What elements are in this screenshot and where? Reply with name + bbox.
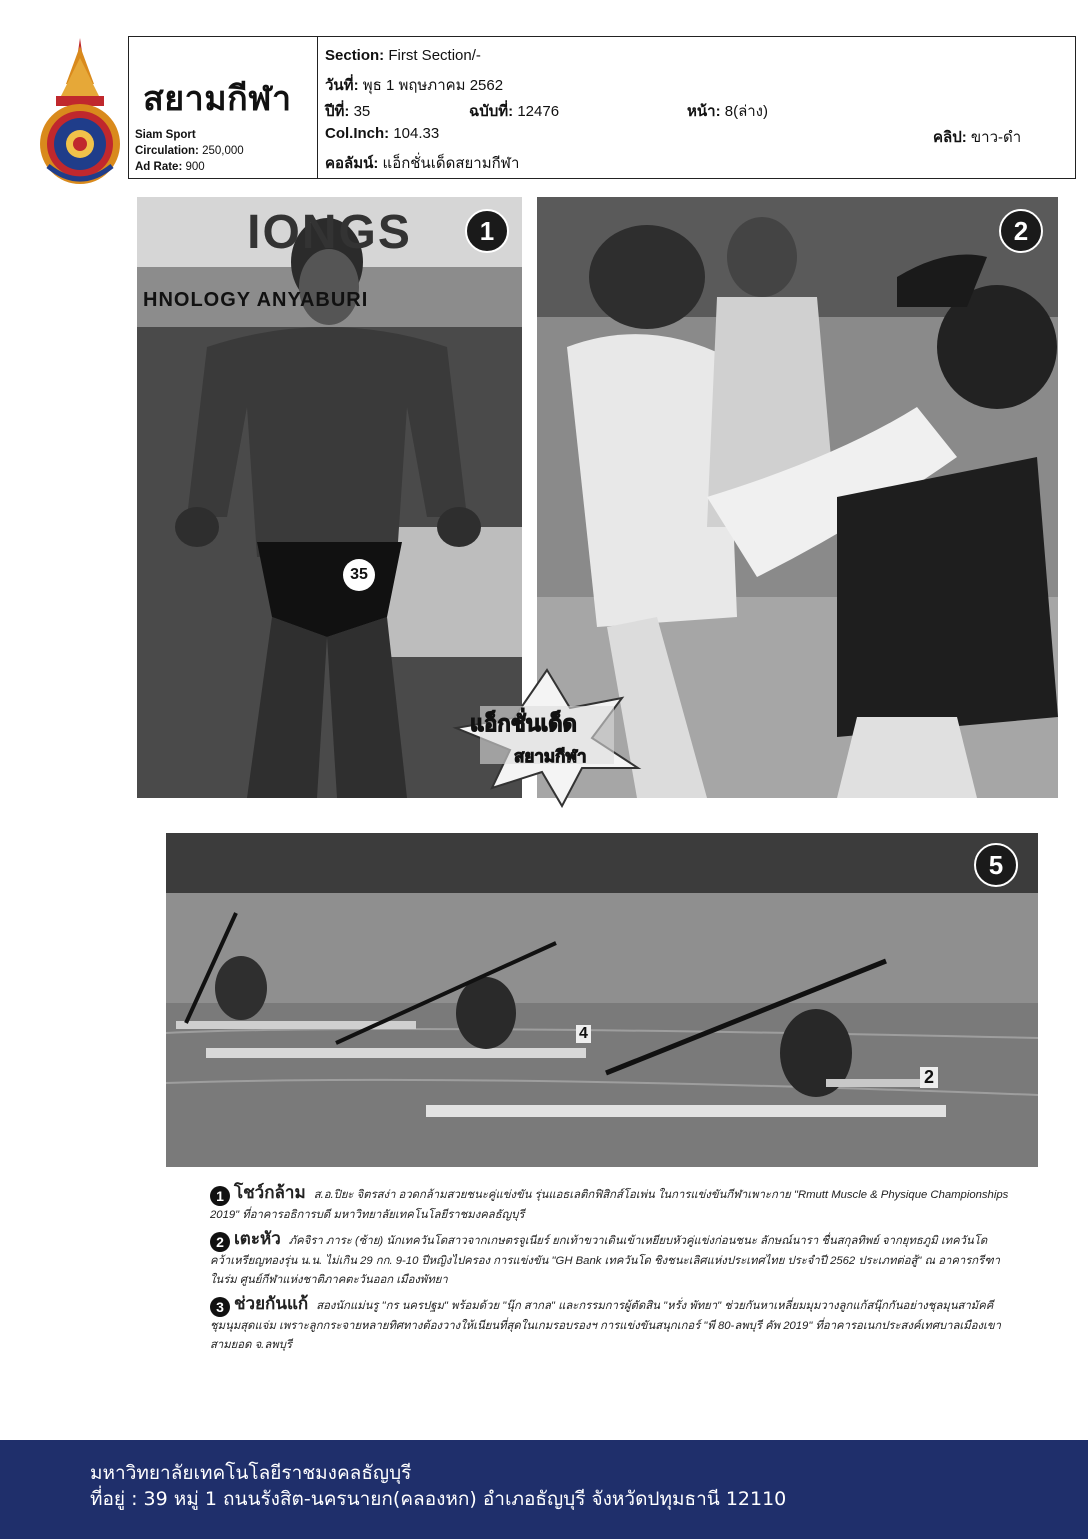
badge-line1: แอ็กชั่นเด็ด: [470, 712, 577, 737]
kayak-lane-number-4: 4: [576, 1025, 591, 1043]
photo1-bib: 35: [343, 559, 375, 591]
photo-kayak: [166, 833, 1038, 1167]
footer-address: ที่อยู่ : 39 หมู่ 1 ถนนรังสิต-นครนายก(คลองหก) อำเภอธัญบุรี จังหวัดปทุมธานี 12110: [90, 1488, 787, 1510]
photo-captions: [210, 1183, 1010, 1359]
publication-en: Siam Sport: [135, 129, 196, 141]
photo-number-2: 2: [999, 209, 1043, 253]
university-seal-logo: [38, 36, 122, 186]
photo1-banner-top: IONGS: [247, 206, 412, 259]
circulation: Circulation: 250,000: [135, 145, 244, 157]
clipping-header: [128, 36, 1076, 179]
publication-name: สยามกีฬา: [143, 79, 292, 119]
clip-row: คลิป: ขาว-ดำ: [933, 129, 1022, 146]
metadata-panel: [325, 37, 1075, 178]
column-row: คอลัมน์: แอ็กชั่นเด็ดสยามกีฬา: [325, 155, 520, 172]
photo1-banner-text: HNOLOGY ANYABURI: [143, 289, 369, 311]
caption-3-text: สองนักแม่นรู "กร นครปฐม" พร้อมด้วย "นุ๊ก สากล" และกรรมการผู้ตัดสิน "หรั่ง พัทยา" ช่วยกันหาเหลี่ยมมุมวางลูกแก้สนุ๊กกันอย่างชุลมุนสามัคคีชุมนุมสุดแจ่ม เพราะลูกกระจายหลายทิศทางต้องวางให้เนียนที่สุดในเกมรอบรองฯ การแข่งขันสนุกเกอร์ "พี 80-ลพบุรี คัพ 2019" ที่อาคารอเนกประสงค์เทศบาลเมืองเขาสามยอด จ.ลพบุรี: [210, 1300, 1001, 1351]
caption-3-title: ช่วยกันแก้: [234, 1294, 309, 1313]
caption-2-title: เตะหัว: [234, 1229, 281, 1248]
caption-1-title: โชว์กล้าม: [234, 1183, 306, 1202]
footer-university-name: มหาวิทยาลัยเทคโนโลยีราชมงคลธัญบุรี: [90, 1462, 412, 1484]
date-row: วันที่: พุธ 1 พฤษภาคม 2562: [325, 77, 504, 94]
caption-1-number: 1: [210, 1186, 230, 1206]
publication-panel: [129, 37, 318, 178]
kayak-lane-number-2: 2: [920, 1067, 938, 1088]
caption-2: [210, 1229, 1010, 1290]
photo-number-5: 5: [974, 843, 1018, 887]
caption-1-text: ส.อ.ปิยะ จิตรสง่า อวดกล้ามสวยชนะคู่แข่งขัน รุ่นแอธเลติกฟิสิกส์โอเพ่น ในการแข่งขันกีฬาเพาะกาย "Rmutt Muscle & Physique Championships 2019" ที่อาคารอธิการบดี มหาวิทยาลัยเทคโนโลยีราชมงคลธัญบุรี: [210, 1189, 1009, 1221]
caption-3: [210, 1294, 1010, 1355]
page-row: หน้า: 8(ล่าง): [687, 103, 769, 120]
year-row: ปีที่: 35: [325, 103, 371, 120]
university-footer: [0, 1440, 1088, 1539]
caption-2-number: 2: [210, 1232, 230, 1252]
caption-2-text: ภัคจิรา ภาระ (ซ้าย) นักเทควันโดสาวจากเกษตรจูเนียร์ ยกเท้าขวาเดินเข้าเหยียบหัวคู่แข่งก่อนชนะ ลักษณ์นารา ชื่นสกุลทิพย์ จากยุทธภูมิ เทควันโด คว้าเหรียญทองรุ่น น.น. ไม่เกิน 29 กก. 9-10 ปีหญิงไปครอง การแข่งขัน "GH Bank เทควันโด ชิงชนะเลิศแห่งประเทศไทย ประจำปี 2562 ประเภทต่อสู้" ณ อาคารกรีฑาในร่ม ศูนย์กีฬาแห่งชาติภาคตะวันออก เมืองพัทยา: [210, 1235, 1000, 1286]
colinch-row: Col.Inch: 104.33: [325, 125, 440, 142]
caption-1: [210, 1183, 1010, 1225]
issue-row: ฉบับที่: 12476: [469, 103, 560, 120]
photo-number-1: 1: [465, 209, 509, 253]
ad-rate: Ad Rate: 900: [135, 161, 205, 173]
badge-line2: สยามกีฬา: [514, 747, 587, 767]
section-row: Section: First Section/-: [325, 47, 481, 64]
caption-3-number: 3: [210, 1297, 230, 1317]
